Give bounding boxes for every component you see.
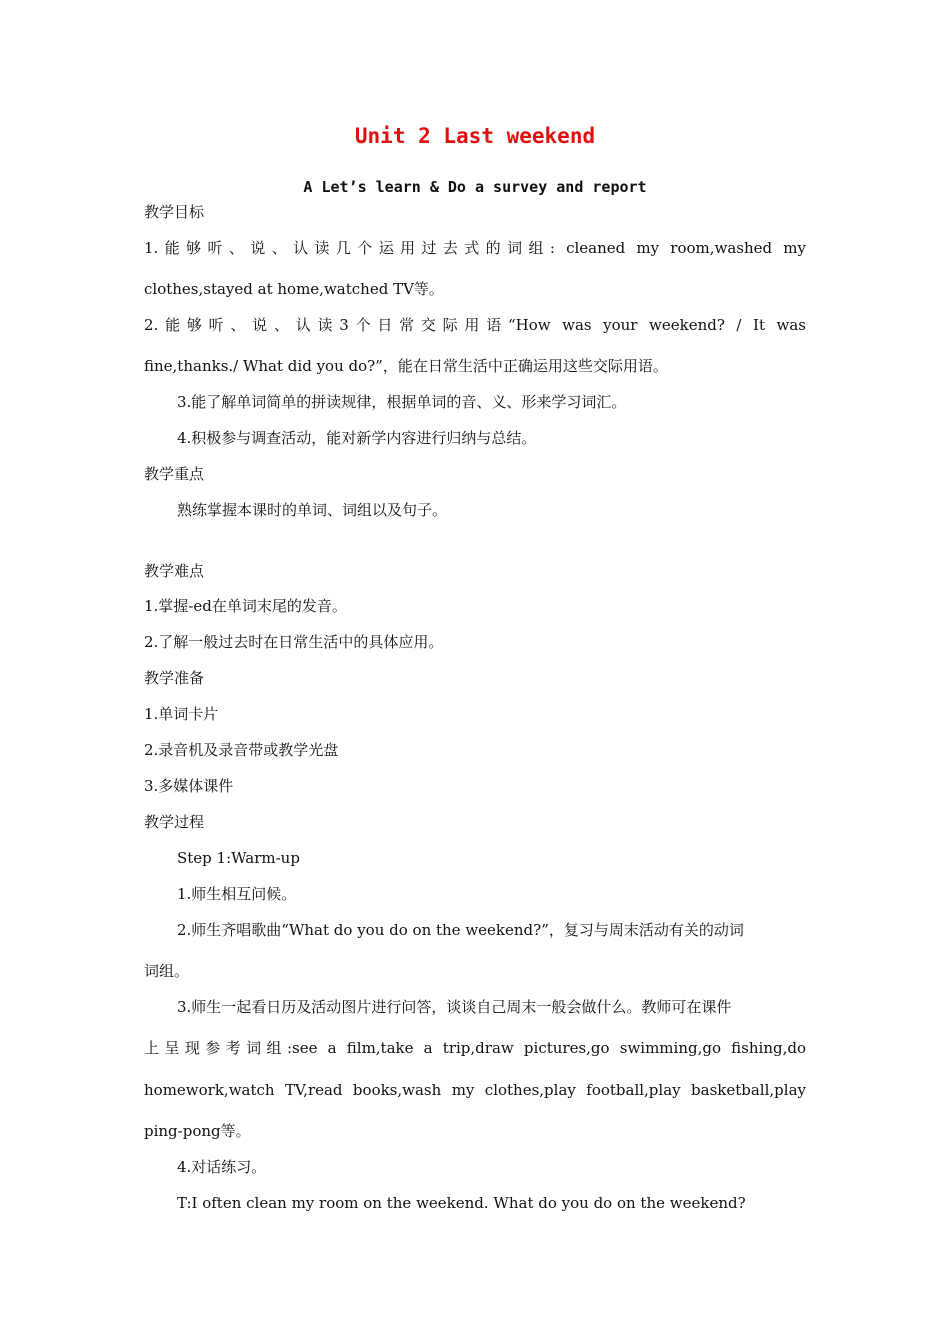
objective-4: 4.积极参与调查活动，能对新学内容进行归纳与总结。 [177,429,537,447]
preparation-3: 3.多媒体课件 [144,777,234,795]
process-item-4: 4.对话练习。 [177,1158,267,1176]
objective-3: 3.能了解单词简单的拼读规律，根据单词的音、义、形来学习词汇。 [177,393,627,411]
objectives-heading: 教学目标 [144,203,205,221]
process-item-3-line-2: 上呈现参考词组:see a film,take a trip,draw pictures,go swimming,go fishing,do [144,1039,806,1057]
objective-1-line-2: clothes,stayed at home,watched TV等。 [144,280,444,298]
objective-2-line-1: 2.能够听、说、认读3个日常交际用语“How was your weekend? / It was [144,316,806,334]
dialogue-line: T:I often clean my room on the weekend. What do you do on the weekend? [177,1194,746,1212]
preparation-heading: 教学准备 [144,669,205,687]
preparation-2: 2.录音机及录音带或教学光盘 [144,741,339,759]
document-title: Unit 2 Last weekend [354,124,596,148]
key-points-text: 熟练掌握本课时的单词、词组以及句子。 [177,501,448,519]
process-item-3-line-1: 3.师生一起看日历及活动图片进行问答，谈谈自己周末一般会做什么。教师可在课件 [177,998,732,1016]
difficulty-1: 1.掌握-ed在单词末尾的发音。 [144,597,347,615]
key-points-heading: 教学重点 [144,465,205,483]
process-item-2-line-2: 词组。 [144,962,190,980]
process-heading: 教学过程 [144,813,205,831]
process-item-1: 1.师生相互问候。 [177,885,297,903]
process-item-3-line-4: ping-pong等。 [144,1122,251,1140]
objective-1-line-1: 1.能够听、说、认读几个运用过去式的词组: cleaned my room,washed my [144,239,806,257]
objective-2-line-2: fine,thanks./ What did you do?”，能在日常生活中正确运用这些交际用语。 [144,357,668,375]
difficulty-2: 2.了解一般过去时在日常生活中的具体应用。 [144,633,444,651]
process-item-3-line-3: homework,watch TV,read books,wash my clothes,play football,play basketball,play [144,1081,806,1099]
preparation-1: 1.单词卡片 [144,705,219,723]
difficulties-heading: 教学难点 [144,562,205,580]
document-subtitle: A Let’s learn & Do a survey and report [303,178,647,196]
process-item-2-line-1: 2.师生齐唱歌曲“What do you do on the weekend?”，复习与周末活动有关的动词 [177,921,744,939]
step-1-title: Step 1:Warm-up [177,849,300,867]
